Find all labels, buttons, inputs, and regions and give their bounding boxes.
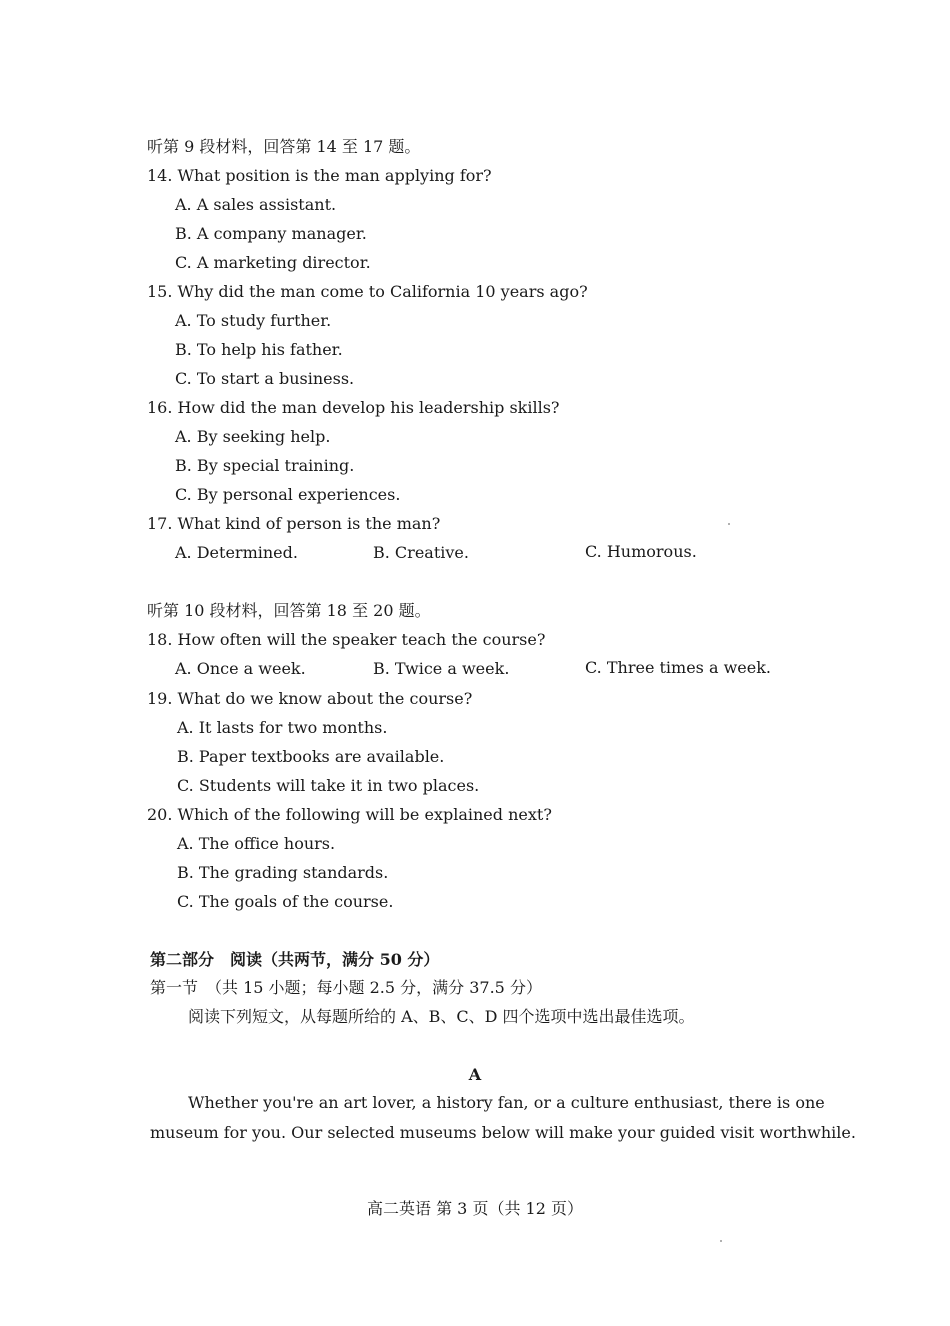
q17-option-b: B. Creative. (373, 543, 469, 562)
q18-option-a: A. Once a week. (175, 659, 306, 678)
question-18: 18. How often will the speaker teach the course? (147, 630, 546, 649)
q20-option-c: C. The goals of the course. (177, 892, 394, 911)
q15-option-c: C. To start a business. (175, 369, 355, 388)
section9-instruction: 听第 9 段材料，回答第 14 至 17 题。 (147, 137, 421, 156)
question-17: 17. What kind of person is the man? (147, 514, 441, 533)
q19-option-a: A. It lasts for two months. (177, 718, 388, 737)
question-14: 14. What position is the man applying for? (147, 166, 492, 185)
question-15: 15. Why did the man come to California 10 years ago? (147, 282, 588, 301)
q14-option-a: A. A sales assistant. (175, 195, 337, 214)
q14-option-c: C. A marketing director. (175, 253, 371, 272)
q18-option-c: C. Three times a week. (585, 658, 772, 677)
q16-option-b: B. By special training. (175, 456, 355, 475)
q16-option-c: C. By personal experiences. (175, 485, 401, 504)
question-19: 19. What do we know about the course? (147, 689, 473, 708)
passage-label: A (468, 1065, 482, 1084)
q16-option-a: A. By seeking help. (175, 427, 331, 446)
question-20: 20. Which of the following will be explained next? (147, 805, 552, 824)
q14-option-b: B. A company manager. (175, 224, 367, 243)
part2-heading: 第二部分 阅读（共两节，满分 50 分） (150, 950, 440, 969)
q17-option-a: A. Determined. (175, 543, 298, 562)
q19-option-b: B. Paper textbooks are available. (177, 747, 445, 766)
section10-instruction: 听第 10 段材料，回答第 18 至 20 题。 (147, 601, 431, 620)
scan-speck (720, 1240, 722, 1242)
q18-option-b: B. Twice a week. (373, 659, 510, 678)
part2-instruction: 阅读下列短文，从每题所给的 A、B、C、D 四个选项中选出最佳选项。 (188, 1007, 695, 1026)
q15-option-a: A. To study further. (175, 311, 332, 330)
part2-subheading: 第一节 （共 15 小题；每小题 2.5 分，满分 37.5 分） (150, 978, 542, 997)
q20-option-b: B. The grading standards. (177, 863, 389, 882)
q17-option-c: C. Humorous. (585, 542, 697, 561)
scan-speck (728, 523, 730, 525)
q19-option-c: C. Students will take it in two places. (177, 776, 480, 795)
passage-text: Whether you're an art lover, a history fan, or a culture enthusiast, there is one museum for you. Our selected museums below will make your guided visit worthwhile. (150, 1093, 856, 1142)
q20-option-a: A. The office hours. (177, 834, 336, 853)
page-footer: 高二英语 第 3 页（共 12 页） (367, 1199, 583, 1218)
question-16: 16. How did the man develop his leadership skills? (147, 398, 560, 417)
q15-option-b: B. To help his father. (175, 340, 343, 359)
